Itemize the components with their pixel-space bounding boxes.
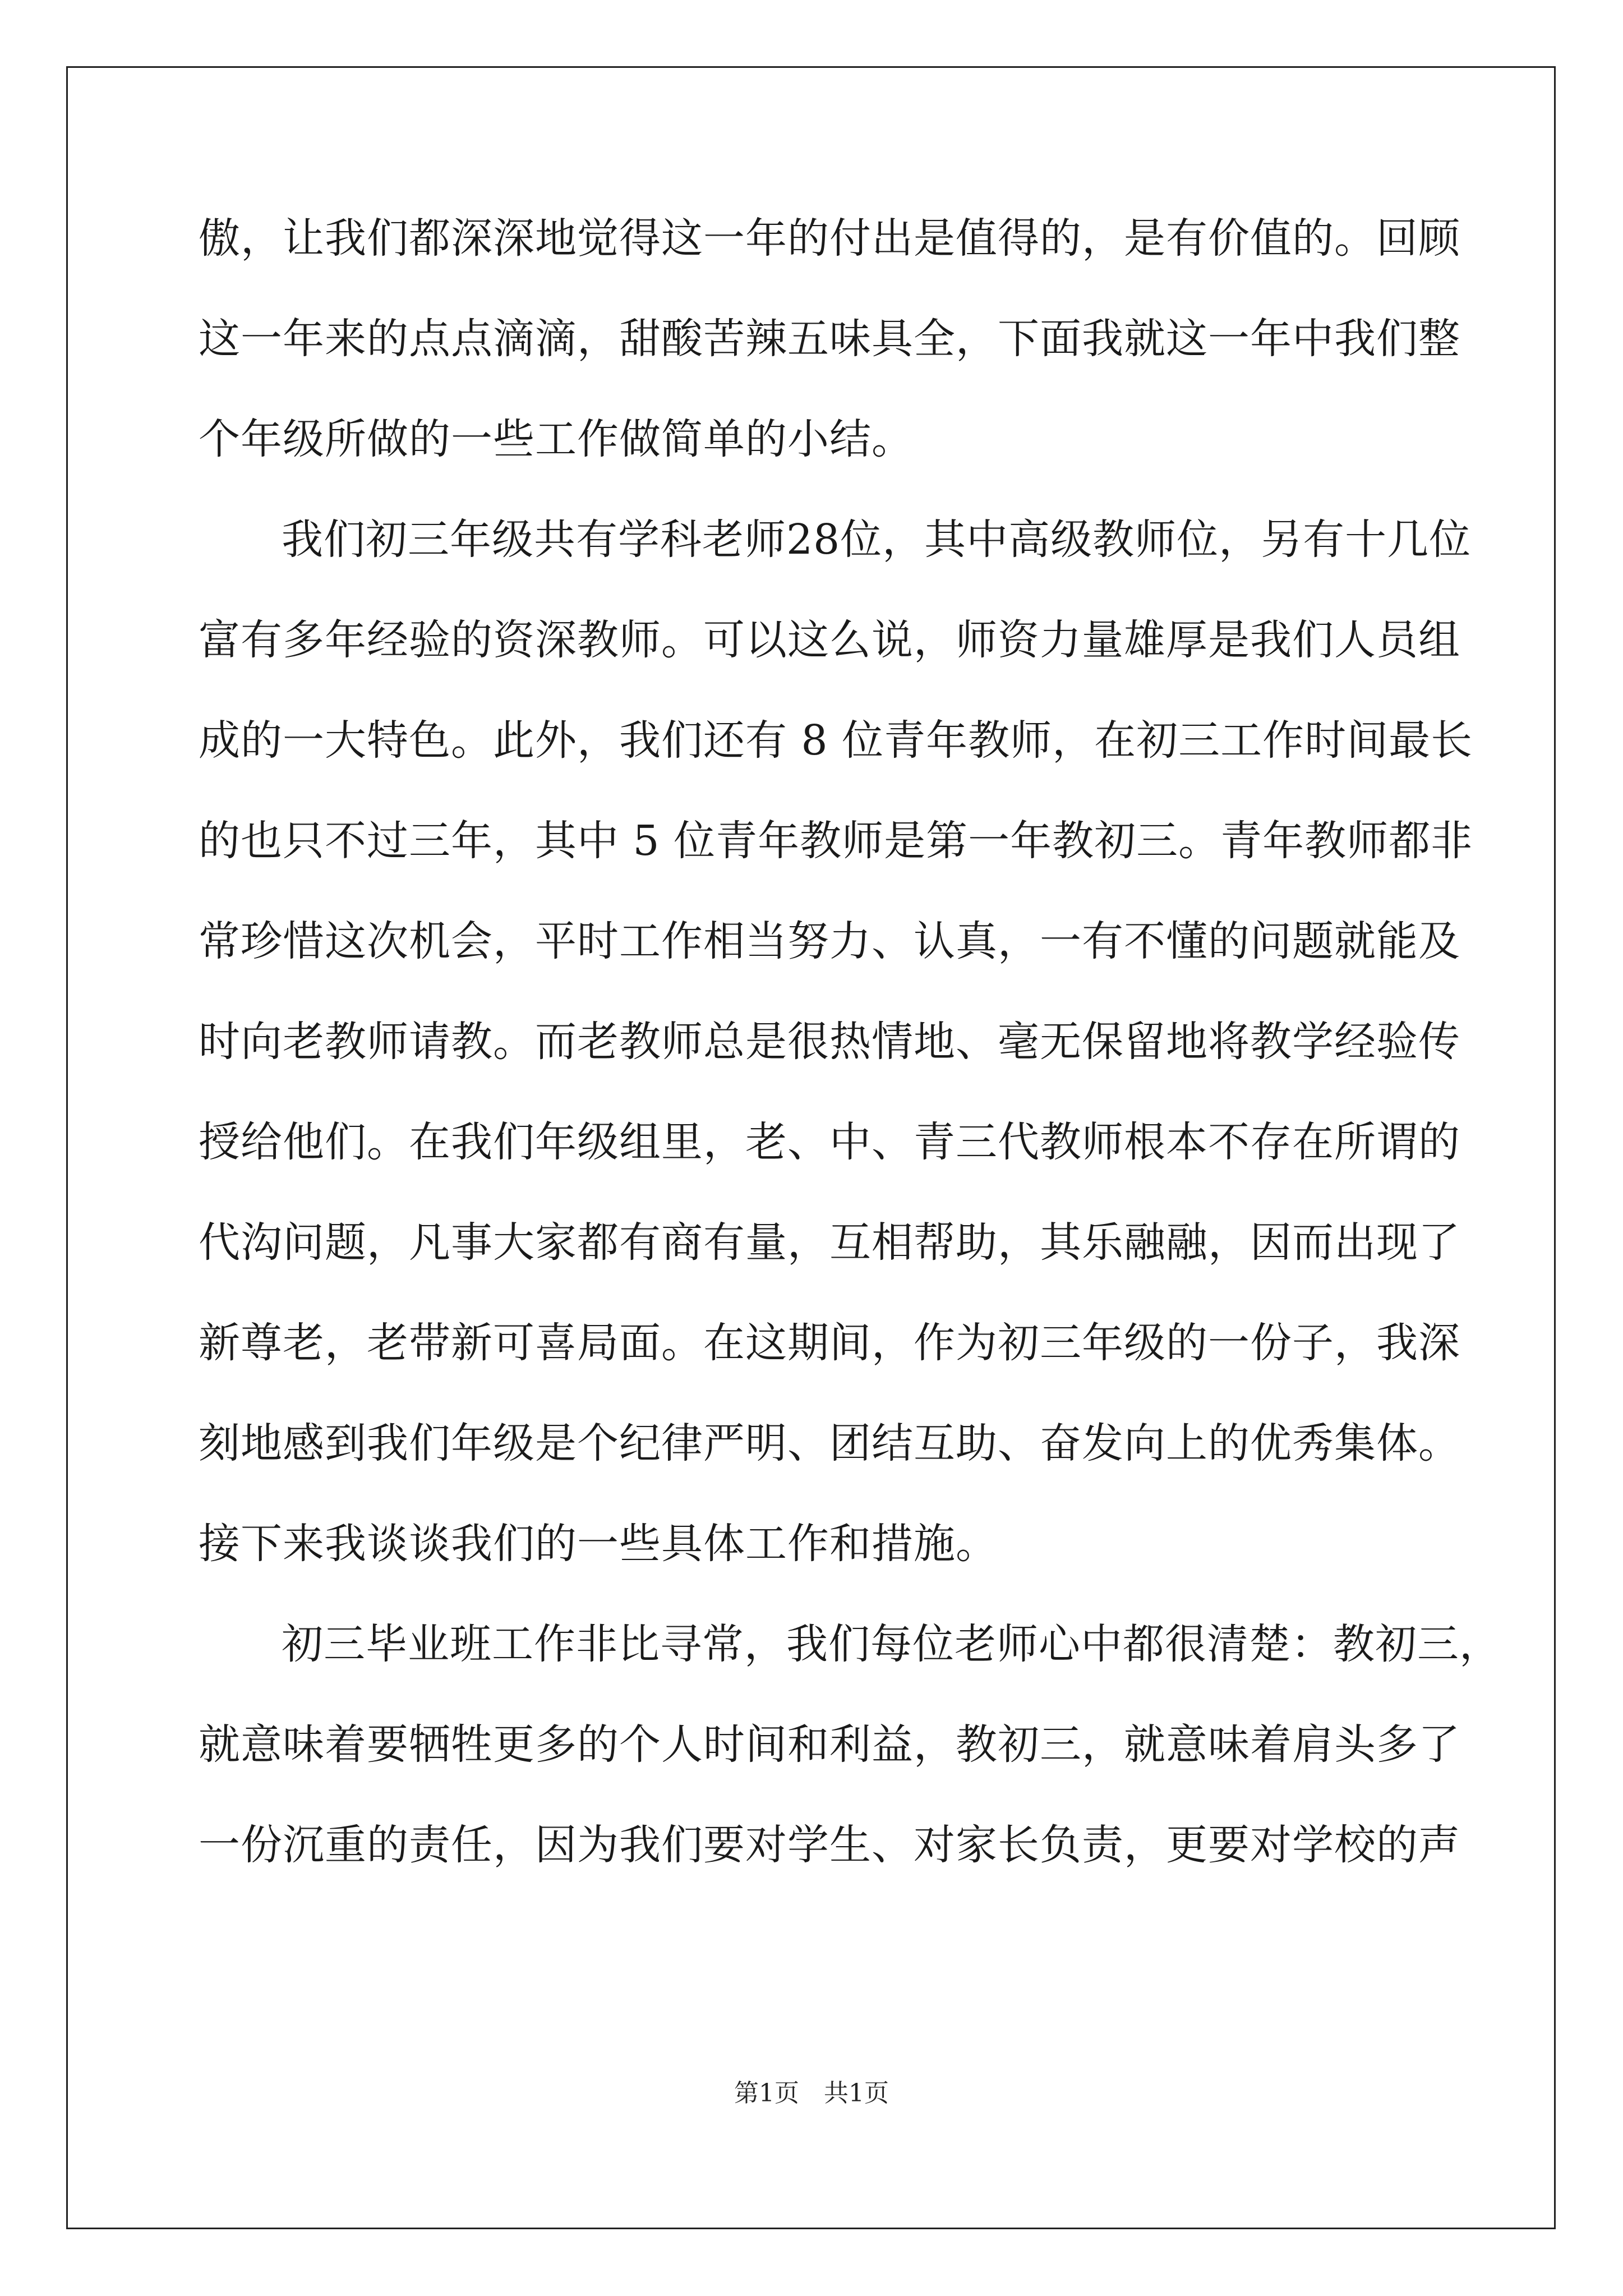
text-line: 就意味着要牺牲更多的个人时间和利益，教初三，就意味着肩头多了 xyxy=(199,1720,1460,1769)
page-number-label: 第1页 共1页 xyxy=(734,2079,889,2108)
text-line: 时向老教师请教。而老教师总是很热情地、毫无保留地将教学经验传 xyxy=(199,1018,1460,1066)
text-line: 新尊老，老带新可喜局面。在这期间，作为初三年级的一份子，我深 xyxy=(199,1319,1460,1367)
text-line: 我们初三年级共有学科老师28位，其中高级教师位，另有十几位 xyxy=(282,516,1472,564)
text-line: 富有多年经验的资深教师。可以这么说，师资力量雄厚是我们人员组 xyxy=(199,616,1460,664)
text-line: 成的一大特色。此外，我们还有 8 位青年教师，在初三工作时间最长 xyxy=(199,716,1473,765)
text-line: 授给他们。在我们年级组里，老、中、青三代教师根本不存在所谓的 xyxy=(199,1118,1460,1166)
text-line: 刻地感到我们年级是个纪律严明、团结互助、奋发向上的优秀集体。 xyxy=(199,1419,1460,1467)
text-line: 初三毕业班工作非比寻常，我们每位老师心中都很清楚：教初三， xyxy=(282,1620,1501,1668)
text-line: 一份沉重的责任，因为我们要对学生、对家长负责，更要对学校的声 xyxy=(199,1821,1460,1869)
document-body xyxy=(199,210,1501,1917)
text-line: 个年级所做的一些工作做简单的小结。 xyxy=(199,415,914,463)
text-line: 代沟问题，凡事大家都有商有量，互相帮助，其乐融融，因而出现了 xyxy=(199,1218,1460,1267)
text-line: 接下来我谈谈我们的一些具体工作和措施。 xyxy=(199,1520,998,1568)
text-line: 常珍惜这次机会，平时工作相当努力、认真，一有不懂的问题就能及 xyxy=(199,917,1460,965)
text-line: 的也只不过三年，其中 5 位青年教师是第一年教初三。青年教师都非 xyxy=(199,817,1473,865)
text-line: 这一年来的点点滴滴，甜酸苦辣五味具全，下面我就这一年中我们整 xyxy=(199,315,1460,363)
page-footer xyxy=(0,2077,1623,2110)
text-line: 傲，让我们都深深地觉得这一年的付出是值得的，是有价值的。回顾 xyxy=(199,214,1460,263)
